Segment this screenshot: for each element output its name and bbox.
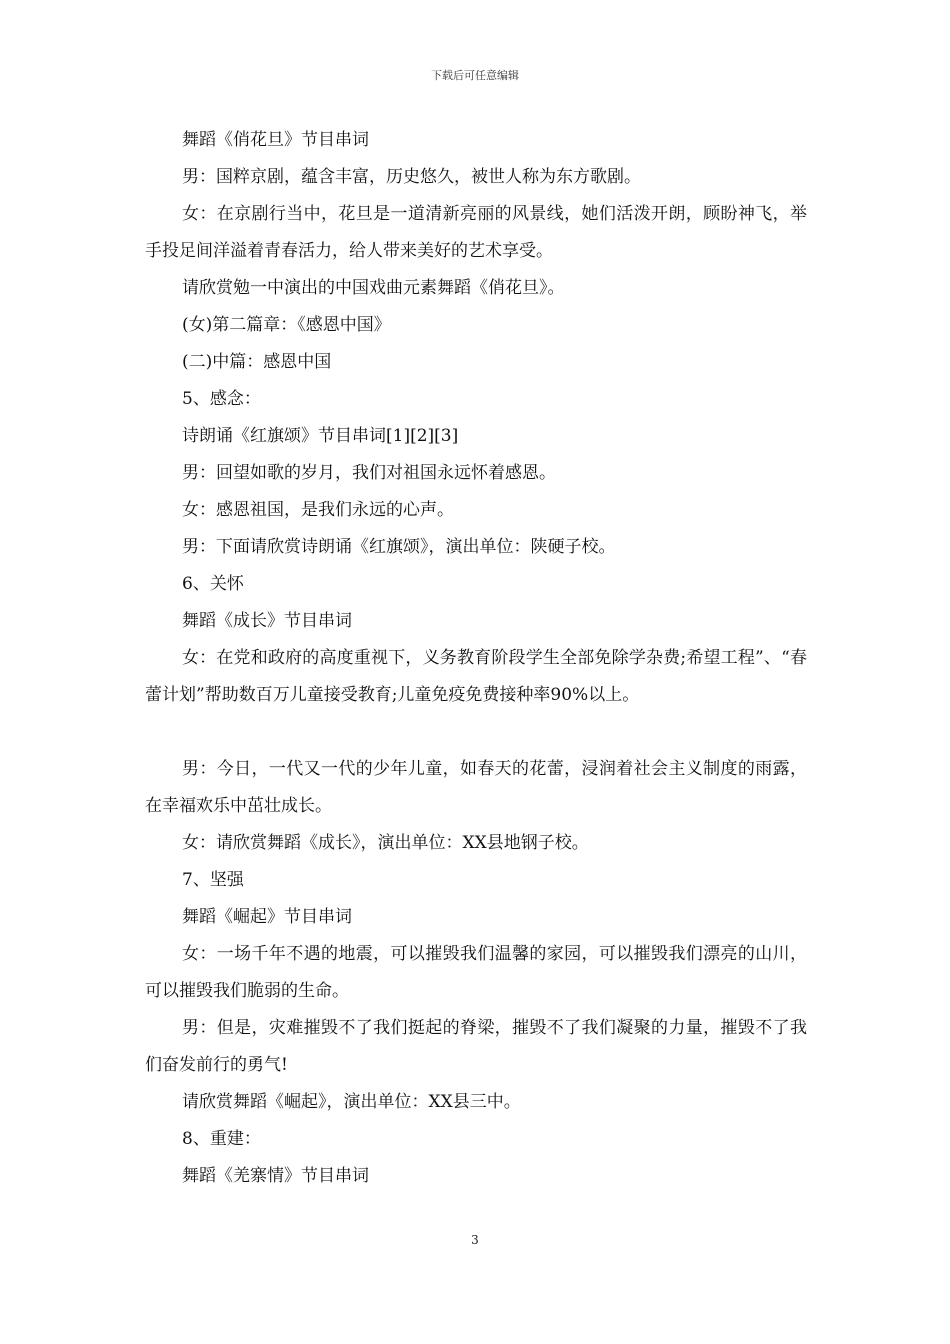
paragraph: 请欣赏勉一中演出的中国戏曲元素舞蹈《俏花旦》。 (182, 278, 565, 298)
paragraph: 男：国粹京剧，蕴含丰富，历史悠久，被世人称为东方歌剧。 (182, 167, 641, 187)
page-number: 3 (471, 1233, 479, 1247)
paragraph: 舞蹈《崛起》节目串词 (182, 907, 352, 927)
item-heading: 6、关怀 (182, 574, 244, 594)
section-heading: (二)中篇：感恩中国 (182, 352, 332, 372)
paragraph: 舞蹈《俏花旦》节目串词 (182, 130, 369, 150)
paragraph: 女：感恩祖国，是我们永远的心声。 (182, 500, 454, 520)
document-body (145, 122, 807, 1195)
paragraph: 男：回望如歌的岁月，我们对祖国永远怀着感恩。 (182, 463, 556, 483)
paragraph: 男：下面请欣赏诗朗诵《红旗颂》，演出单位：陕硬子校。 (182, 537, 616, 557)
paragraph: 女：请欣赏舞蹈《成长》，演出单位：XX县地钢子校。 (182, 833, 589, 853)
paragraph: 舞蹈《成长》节目串词 (182, 611, 352, 631)
paragraph: 诗朗诵《红旗颂》节目串词[1][2][3] (182, 426, 459, 446)
paragraph: 女：一场千年不遇的地震，可以摧毁我们温馨的家园，可以摧毁我们漂亮的山川，可以摧毁我们脆弱的生命。 (145, 944, 807, 1001)
blank-line (145, 714, 807, 751)
paragraph: 女：在京剧行当中，花旦是一道清新亮丽的风景线，她们活泼开朗，顾盼神飞，举手投足间洋溢着青春活力，给人带来美好的艺术享受。 (145, 204, 807, 261)
item-heading: 7、坚强 (182, 870, 244, 890)
item-heading: 5、感念： (182, 389, 261, 409)
section-heading: (女)第二篇章：《感恩中国》 (182, 315, 391, 335)
paragraph: 男：但是，灾难摧毁不了我们挺起的脊梁，摧毁不了我们凝聚的力量，摧毁不了我们奋发前行的勇气! (145, 1018, 807, 1075)
page-header-note: 下载后可任意编辑 (431, 69, 519, 82)
paragraph: 男：今日，一代又一代的少年儿童，如春天的花蕾，浸润着社会主义制度的雨露，在幸福欢乐中茁壮成长。 (145, 759, 807, 816)
paragraph: 女：在党和政府的高度重视下，义务教育阶段学生全部免除学杂费;希望工程”、“春蕾计划”帮助数百万儿童接受教育;儿童免疫免费接种率90%以上。 (145, 648, 807, 705)
item-heading: 8、重建： (182, 1129, 261, 1149)
paragraph: 请欣赏舞蹈《崛起》，演出单位：XX县三中。 (182, 1092, 521, 1112)
paragraph: 舞蹈《羌寨情》节目串词 (182, 1166, 369, 1186)
